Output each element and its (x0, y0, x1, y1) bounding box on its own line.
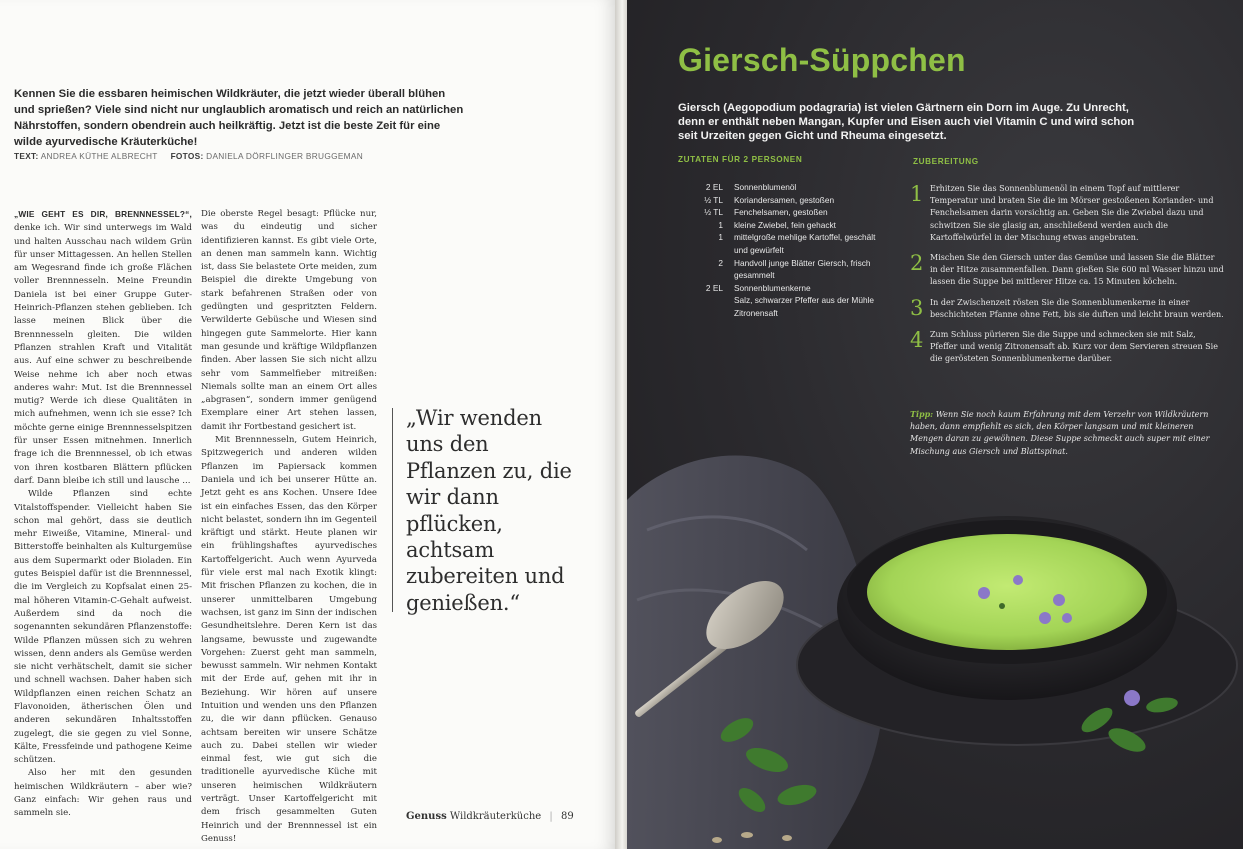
step-text: In der Zwischenzeit rösten Sie die Sonnenblumenkerne in einer beschichteten Pfanne ohne Fett, bis sie duften und leicht braun werden. (930, 297, 1224, 319)
ingredient-amount: ½ TL (704, 194, 723, 205)
ingredient-amount (678, 307, 734, 320)
column-1-paragraph-2: Wilde Pflanzen sind echte Vitalstoffspender. Vielleicht haben Sie schon mal gehört, dass sie deutlich mehr Eiweiße, Vitamine, Mineral- und Bitterstoffe beinhalten als Kulturgemüse aus dem Supermarkt oder Bioladen. Ein gutes Beispiel dafür ist die Brennnessel, die im Vergleich zu Kopfsalat einen 25-mal höheren Vitamin-C-Gehalt aufweist. Außerdem sind da noch die sogenannten sekundären Pflanzenstoffe: Wilde Pflanzen müssen sich zu wehren wissen, denn anders als Gemüse werden sie nicht verhätschelt, damit sie sicher und schnell wachsen. Daher haben sich Wildpflanzen einen reichen Schatz an Flavonoiden, ätherischen Ölen und anderen sekundären Inhaltsstoffen zugelegt, die sie gegen zu viel Sonne, Kälte, Fressfeinde und pathogene Keime schützen. (14, 489, 192, 766)
preparation-step (910, 297, 1224, 321)
pullquote-divider (392, 408, 393, 612)
ingredient-row (678, 194, 888, 207)
step-number: 2 (910, 251, 924, 276)
ingredient-amount: 1 (718, 219, 723, 230)
ingredient-row (678, 294, 888, 307)
ingredient-name: mittelgroße mehlige Kartoffel, geschält und gewürfelt (734, 232, 876, 255)
preparation-step (910, 252, 1224, 289)
page-footer (406, 811, 574, 822)
ingredient-row (678, 206, 888, 219)
preparation-step (910, 329, 1224, 366)
ingredient-row (678, 219, 888, 232)
article-column-2 (201, 208, 377, 846)
ingredient-amount: 2 EL (705, 182, 723, 192)
ingredients-heading: ZUTATEN FÜR 2 PERSONEN (678, 155, 803, 164)
credit-text-label: TEXT: (14, 151, 39, 161)
step-text: Erhitzen Sie das Sonnenblumenöl in einem Topf auf mittlerer Temperatur und braten Sie die im Mörser gestoßenen Koriander- und Fenchelsamen darin vorsichtig an. Geben Sie die Zwiebel dazu und schwitzen Sie sie glasig an, anschließend werden auch die Kartoffelwürfel in der Mischung etwas angebraten. (930, 184, 1214, 242)
ingredient-name: Fenchelsamen, gestoßen (734, 207, 828, 218)
credit-photographer: DANIELA DÖRFLINGER BRUGGEMAN (206, 151, 364, 161)
intro-text: Kennen Sie die essbaren heimischen Wildkräuter, die jetzt wieder überall blühen und sprießen? Viele sind nicht nur unglaublich aromatisch und reich an natürlichen Nährstoffen, sondern obendrein auch heilkräftig. Jetzt ist die beste Zeit für eine wilde ayurvedische Kräuterküche! (14, 88, 464, 148)
ingredient-name: Zitronensaft (734, 307, 778, 318)
preparation-heading: ZUBEREITUNG (913, 157, 979, 166)
tip-text: Wenn Sie noch kaum Erfahrung mit dem Verzehr von Wildkräutern haben, dann empfiehlt es sich, den Körper langsam und mit kleineren Mengen daran zu gewöhnen. Diese Suppe schmeckt auch super mit einer Mischung aus Giersch und Blattspinat. (910, 410, 1210, 456)
ingredient-name: kleine Zwiebel, fein gehackt (734, 219, 836, 230)
step-text: Mischen Sie den Giersch unter das Gemüse und lassen Sie die Blätter in der Hitze zusammenfallen. Dann gießen Sie 600 ml Wasser hinzu und lassen die Suppe bei mittlerer Hitze ca. 15 Minuten köcheln. (930, 253, 1224, 287)
preparation-steps (910, 183, 1224, 374)
column-1-paragraph-1 (14, 208, 192, 488)
column-1-paragraph-3: Also her mit den gesunden heimischen Wildkräutern – aber wie? Ganz einfach: Wir gehen raus und sammeln sie. (14, 768, 192, 819)
ingredient-amount: 2 (718, 257, 723, 268)
ingredient-amount (678, 294, 734, 307)
article-column-1 (14, 208, 192, 821)
footer-category: Wildkräuterküche (449, 811, 542, 822)
ingredient-name: Koriandersamen, gestoßen (734, 194, 835, 205)
ingredient-row (678, 257, 888, 282)
ingredient-row (678, 181, 888, 194)
ingredient-row (678, 307, 888, 320)
ingredient-amount: ½ TL (704, 207, 723, 218)
garnish-flower (1124, 690, 1140, 706)
page-number: 89 (560, 811, 574, 822)
column-2-paragraph-1: Die oberste Regel besagt: Pflücke nur, was du eindeutig und sicher identifizieren kannst. Es gibt viele Orte, an denen man sammeln kann. Wichtig ist, dass Sie belastete Orte meiden, zum Beispiel die direkte Umgebung von stark befahrenen Straßen oder von gedüngten und gespritzten Feldern. Verwilderte Gebüsche und Wiesen sind hingegen gute Sammelorte. Hier kann man gesunde und kräftige Wildpflanzen finden. Aber lassen Sie sich nicht allzu sehr vom Sammelfieber mitreißen: Niemals sollte man an einem Ort alles „abgrasen“, sondern immer genügend Exemplare einer Art stehen lassen, damit ihr Fortbestand gesichert ist. (201, 209, 377, 432)
book-gutter (615, 0, 627, 849)
soup-photo (627, 440, 1243, 849)
column-1-paragraph-1-text: denke ich. Wir sind unterwegs im Wald und halten Ausschau nach wildem Grün für unser Mittagessen. An hellen Stellen am Wegesrand finde ich große Flächen voller Brennnesseln. Meine Freundin Daniela ist bei einer Gruppe Guter-Heinrich-Pflanzen stehen geblieben. Ich lasse meinen Blick über die Brennnesseln gleiten. Die wilden Pflanzen strahlen Kraft und Vitalität aus. Auf eine schwer zu beschreibende Weise nehme ich aber noch etwas anderes wahr: Mut. Ist die Brennnessel mutig? Werde ich diese Qualitäten in mich aufnehmen, wenn ich sie esse? Ich möchte gerne einige Brennnesselspitzen für unser Essen mitnehmen. Innerlich frage ich die Brennnessel, ob ich etwas von ihren kostbaren Blättern pflücken darf. Dann bleibe ich still und lausche ... (14, 223, 192, 486)
ingredient-row (678, 231, 888, 256)
step-number: 4 (910, 328, 924, 353)
ingredient-name: Sonnenblumenkerne (734, 282, 811, 293)
footer-section: Genuss (406, 811, 447, 822)
step-number: 1 (910, 182, 924, 206)
step-text: Zum Schluss pürieren Sie die Suppe und schmecken sie mit Salz, Pfeffer und wenig Zitronensaft ab. Kurz vor dem Servieren streuen Sie die gerösteten Sonnenblumenkerne darüber. (930, 330, 1218, 364)
ingredient-amount: 2 EL (705, 282, 723, 293)
preparation-step (910, 183, 1224, 244)
tip-label: Tipp: (910, 409, 934, 419)
ingredient-name: Sonnenblumenöl (734, 182, 797, 192)
left-page (0, 0, 615, 849)
ingredients-list (678, 181, 888, 320)
credit-author: ANDREA KÜTHE ALBRECHT (40, 151, 158, 161)
pullquote: „Wir wenden uns den Pflanzen zu, die wir dann pflücken, achtsam zubereiten und genießen.“ (406, 406, 572, 615)
footer-separator: | (549, 811, 553, 822)
column-2-paragraph-2: Mit Brennnesseln, Gutem Heinrich, Spitzwegerich und anderen wilden Pflanzen im Papiersack kommen Daniela und ich bei unserer Hütte an. Jetzt geht es ans Kochen. Unsere Idee ist ein einfaches Essen, das den Körper nicht belastet, sondern ihn im Gegenteil kräftigt und stärkt. Heute planen wir ein frühlingshaftes ayurvedisches Kartoffelgericht. Auch wenn Ayurveda für viele erst mal nach Exotik klingt: Mit frischen Pflanzen zu kochen, die in unserer unmittelbaren Umgebung wachsen, ist ganz im Sinn der indischen Gesundheitslehre. Deren Kern ist das langsame, bewusste und zugewandte Vorgehen: Zuerst geht man sammeln, bewusst sammeln. Wir nehmen Kontakt mit der Erde auf, gehen mit ihr in Beziehung. Wir hören auf unsere Intuition und wenden uns den Pflanzen zu, die wir dann pflücken. Genauso achtsam bereiten wir unsere Schätze auch zu. Dabei stellen wir wieder einmal fest, wie gut sich die traditionelle ayurvedische Küche mit unseren heimischen Wildkräutern verträgt. Unser Kartoffelgericht mit dem frisch gesammelten Guten Heinrich und der Brennnessel ist ein Genuss! (201, 435, 377, 844)
recipe-title: Giersch-Süppchen (678, 42, 966, 78)
ingredient-row (678, 282, 888, 295)
article-lead-in: „WIE GEHT ES DIR, BRENNNESSEL?“, (14, 209, 192, 219)
recipe-intro: Giersch (Aegopodium podagraria) ist vielen Gärtnern ein Dorn im Auge. Zu Unrecht, denn er enthält neben Mangan, Kupfer und Eisen auch viel Vitamin C und wird schon seit Urzeiten gegen Gicht und Rheuma eingesetzt. (678, 102, 1135, 142)
credits-line (14, 151, 514, 161)
ingredient-name: Handvoll junge Blätter Giersch, frisch gesammelt (734, 257, 871, 281)
credit-photo-label: FOTOS: (170, 151, 204, 161)
ingredient-name: Salz, schwarzer Pfeffer aus der Mühle (734, 295, 875, 306)
step-number: 3 (910, 295, 924, 320)
right-page (627, 0, 1243, 849)
ingredient-amount: 1 (718, 232, 723, 243)
soup-surface (867, 534, 1147, 650)
